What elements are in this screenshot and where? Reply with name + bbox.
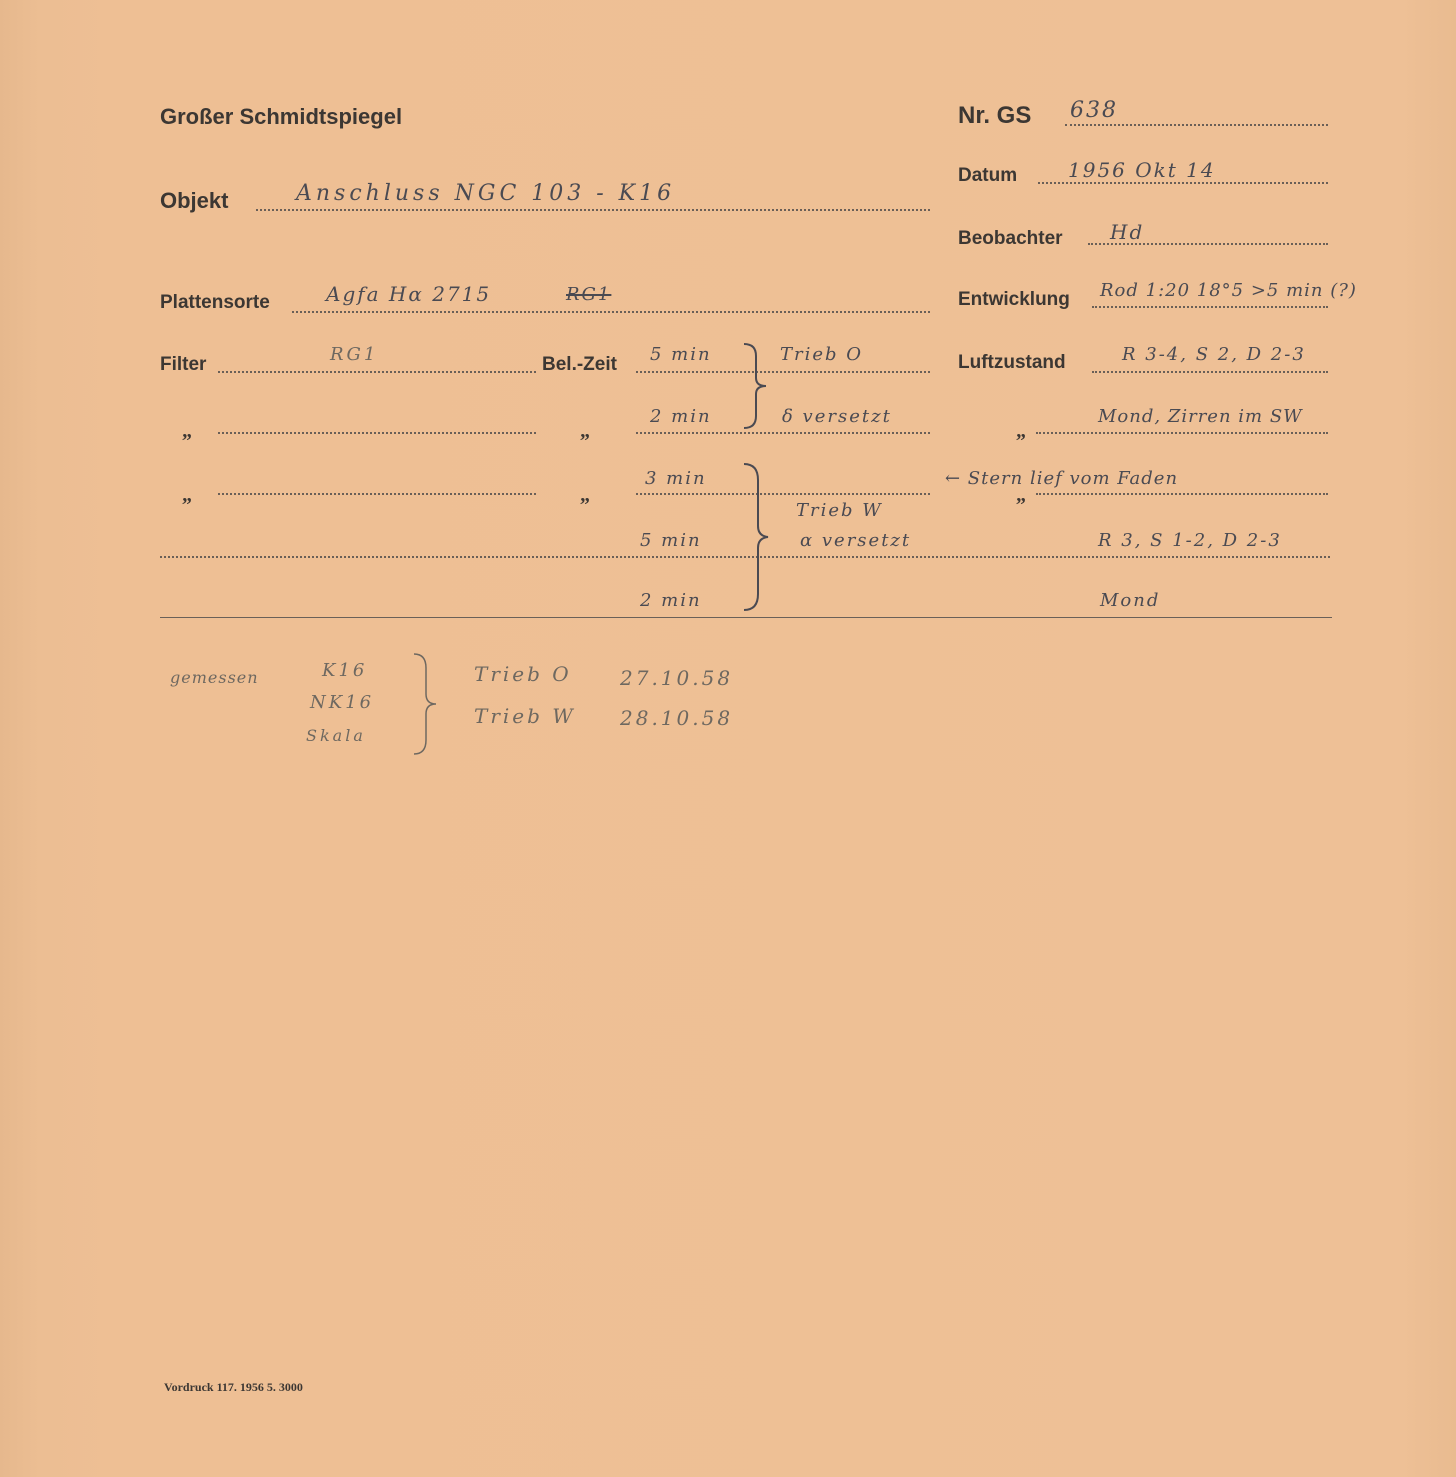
objekt-line <box>256 209 930 211</box>
luftzustand-1: R 3-4, S 2, D 2-3 <box>1122 344 1306 365</box>
table-bottom-rule <box>160 617 1332 618</box>
filter-value: RG1 <box>330 344 379 365</box>
group2-note-line1: Trieb W <box>796 500 883 521</box>
luftzustand-4: Mond <box>1100 590 1161 611</box>
nr-line <box>1065 124 1328 126</box>
measured-brace <box>410 652 440 756</box>
beobachter-value: Hd <box>1110 220 1145 244</box>
luftzustand-label: Luftzustand <box>958 352 1066 373</box>
belzeit-line-2 <box>636 432 930 434</box>
filter-label: Filter <box>160 354 207 375</box>
measured-item-2: NK16 <box>310 692 375 713</box>
filter-ditto-2: „ <box>182 484 192 506</box>
measured-item-3: Skala <box>306 726 366 745</box>
nr-value: 638 <box>1070 98 1118 123</box>
exposure-5: 2 min <box>640 590 702 611</box>
datum-value: 1956 Okt 14 <box>1068 158 1216 182</box>
exposure-4: 5 min <box>640 530 702 551</box>
group1-note-line1: Trieb O <box>780 344 864 365</box>
nr-label: Nr. GS <box>958 102 1032 129</box>
plattensorte-line <box>292 311 930 313</box>
objekt-value: Anschluss NGC 103 - K16 <box>296 181 676 206</box>
form-title: Großer Schmidtspiegel <box>160 104 403 129</box>
exposure-1: 5 min <box>650 344 712 365</box>
luftzustand-ditto-1: „ <box>1016 420 1026 442</box>
belzeit-ditto-1: „ <box>580 420 590 442</box>
entwicklung-line <box>1092 306 1328 308</box>
entwicklung-value: Rod 1:20 18°5 >5 min (?) <box>1100 280 1357 301</box>
filter-ditto-1: „ <box>182 420 192 442</box>
datum-label: Datum <box>958 165 1018 186</box>
entwicklung-label: Entwicklung <box>958 289 1070 310</box>
filter-line-3 <box>218 493 536 495</box>
beobachter-label: Beobachter <box>958 228 1063 249</box>
luftzustand-2: Mond, Zirren im SW <box>1098 406 1303 427</box>
measured-row1-drive: Trieb O <box>474 662 572 686</box>
brace-group-1 <box>740 342 770 430</box>
measured-row1-date: 27.10.58 <box>620 666 734 690</box>
luftzustand-3: R 3, S 1-2, D 2-3 <box>1098 530 1282 551</box>
belzeit-ditto-2: „ <box>580 484 590 506</box>
belzeit-label: Bel.-Zeit <box>542 354 617 375</box>
luftzustand-line-3 <box>1036 493 1328 495</box>
objekt-label: Objekt <box>160 188 229 213</box>
measured-row2-drive: Trieb W <box>474 704 576 728</box>
plattensorte-struck-value: RG1 <box>566 284 612 305</box>
star-note: ← Stern lief vom Faden <box>945 468 1179 489</box>
measured-row2-date: 28.10.58 <box>620 706 734 730</box>
exposure-3: 3 min <box>645 468 707 489</box>
luftzustand-line <box>1092 371 1328 373</box>
brace-group-2 <box>740 462 770 612</box>
plattensorte-label: Plattensorte <box>160 292 270 313</box>
luftzustand-ditto-2: „ <box>1016 484 1026 506</box>
form-footer: Vordruck 117. 1956 5. 3000 <box>164 1380 303 1394</box>
belzeit-line <box>636 371 930 373</box>
group2-note-line2: α versetzt <box>800 530 912 551</box>
exposure-2: 2 min <box>650 406 712 427</box>
datum-line <box>1038 182 1328 184</box>
measured-label: gemessen <box>170 668 259 687</box>
filter-line <box>218 371 536 373</box>
filter-line-2 <box>218 432 536 434</box>
plattensorte-value: Agfa Hα 2715 <box>326 282 492 306</box>
group1-note-line2: δ versetzt <box>782 406 892 427</box>
luftzustand-line-2 <box>1036 432 1328 434</box>
measured-item-1: K16 <box>322 660 368 681</box>
belzeit-line-3 <box>636 493 930 495</box>
